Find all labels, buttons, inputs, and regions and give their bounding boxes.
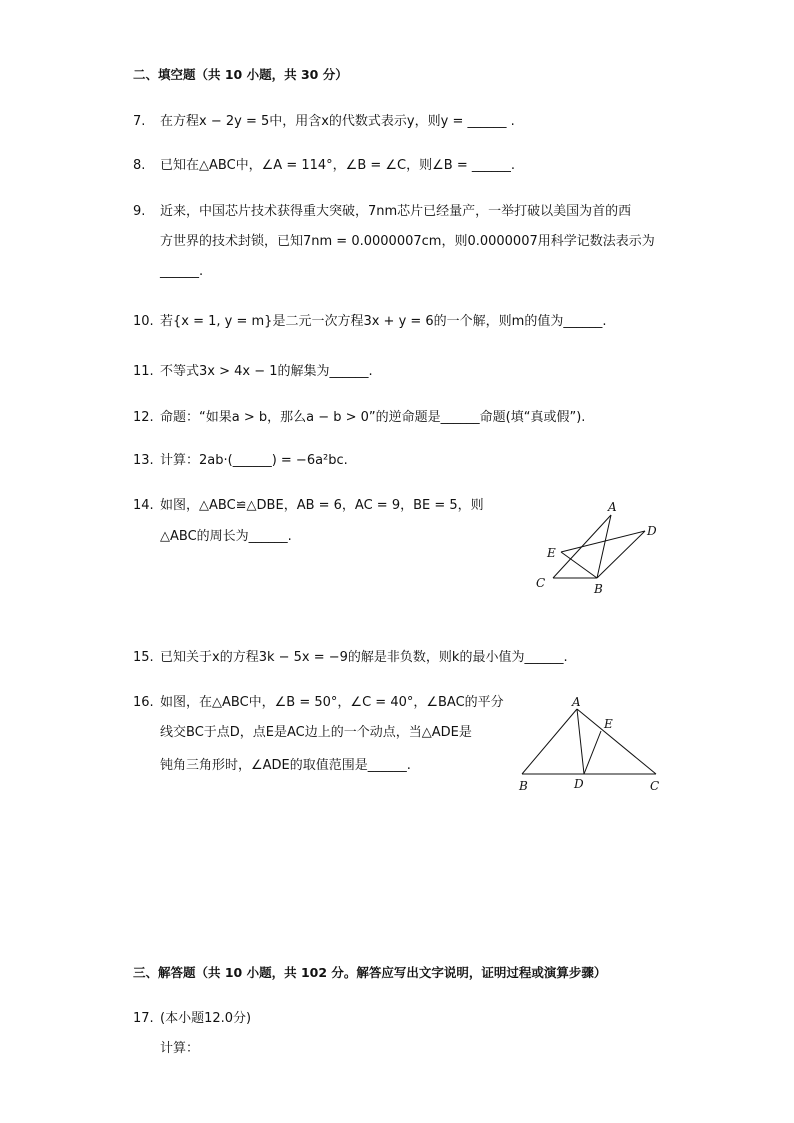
- question-11-text: 不等式3x > 4x − 1的解集为______.: [160, 364, 373, 379]
- question-14-number: 14.: [133, 498, 154, 513]
- question-16-line-2: 线交BC于点D，点E是AC边上的一个动点，当△ADE是: [160, 725, 472, 740]
- figure-14-label-c: C: [536, 576, 546, 590]
- question-9-line-2: 方世界的技术封锁，已知7nm = 0.0000007cm，则0.0000007用科学记数法表示为: [160, 234, 655, 249]
- question-9-line-3: ______.: [160, 264, 204, 279]
- segment-EB: [561, 552, 597, 578]
- question-17-score: (本小题12.0分): [160, 1011, 252, 1026]
- question-13-number: 13.: [133, 453, 154, 468]
- question-16-line-3: 钝角三角形时，∠ADE的取值范围是______.: [160, 758, 411, 773]
- question-14-line-1: 如图，△ABC≌△DBE，AB = 6，AC = 9，BE = 5，则: [160, 498, 484, 513]
- figure-14-label-e: E: [547, 546, 556, 560]
- section-2-title: 二、填空题（共 10 小题，共 30 分）: [133, 67, 348, 82]
- question-9-number: 9.: [133, 204, 146, 219]
- section-3-title: 三、解答题（共 10 小题，共 102 分。解答应写出文字说明，证明过程或演算步骤）: [133, 965, 607, 980]
- question-7-text: 在方程x − 2y = 5中，用含x的代数式表示y，则y = ______ .: [160, 114, 515, 129]
- question-13-text: 计算：2ab·(______) = −6a²bc.: [160, 453, 348, 468]
- figure-16-label-b: B: [519, 779, 528, 793]
- question-16-line-1: 如图，在△ABC中，∠B = 50°，∠C = 40°，∠BAC的平分: [160, 695, 504, 710]
- question-17-prompt: 计算：: [160, 1041, 200, 1056]
- question-17-number: 17.: [133, 1011, 154, 1026]
- question-16-number: 16.: [133, 695, 154, 710]
- question-8-number: 8.: [133, 158, 146, 173]
- figure-16: [522, 709, 656, 774]
- figure-14-label-a: A: [608, 500, 617, 514]
- figure-16-label-a: A: [572, 695, 581, 709]
- segment-DB: [597, 531, 645, 578]
- figure-14-label-b: B: [594, 582, 603, 596]
- question-14-line-2: △ABC的周长为______.: [160, 529, 292, 544]
- question-7-number: 7.: [133, 114, 146, 129]
- question-8-text: 已知在△ABC中，∠A = 114°，∠B = ∠C，则∠B = ______.: [160, 158, 515, 173]
- segment-AC: [577, 709, 656, 774]
- figure-14-label-d: D: [647, 524, 657, 538]
- question-9-line-1: 近来，中国芯片技术获得重大突破，7nm芯片已经量产，一举打破以美国为首的西: [160, 204, 632, 219]
- segment-AB: [597, 515, 611, 578]
- segment-AD: [577, 709, 584, 774]
- question-12-text: 命题：“如果a > b，那么a − b > 0”的逆命题是______命题(填“真或假”).: [160, 410, 586, 425]
- figure-16-label-c: C: [650, 779, 660, 793]
- figure-16-label-d: D: [574, 777, 584, 791]
- question-10-text: 若{x = 1, y = m}是二元一次方程3x + y = 6的一个解，则m的值为______.: [160, 314, 607, 329]
- figure-16-label-e: E: [604, 717, 613, 731]
- question-15-number: 15.: [133, 650, 154, 665]
- question-11-number: 11.: [133, 364, 154, 379]
- question-10-number: 10.: [133, 314, 154, 329]
- figure-14: [553, 515, 645, 578]
- segment-DE: [584, 731, 601, 774]
- question-12-number: 12.: [133, 410, 154, 425]
- question-15-text: 已知关于x的方程3k − 5x = −9的解是非负数，则k的最小值为______.: [160, 650, 568, 665]
- segment-AB: [522, 709, 577, 774]
